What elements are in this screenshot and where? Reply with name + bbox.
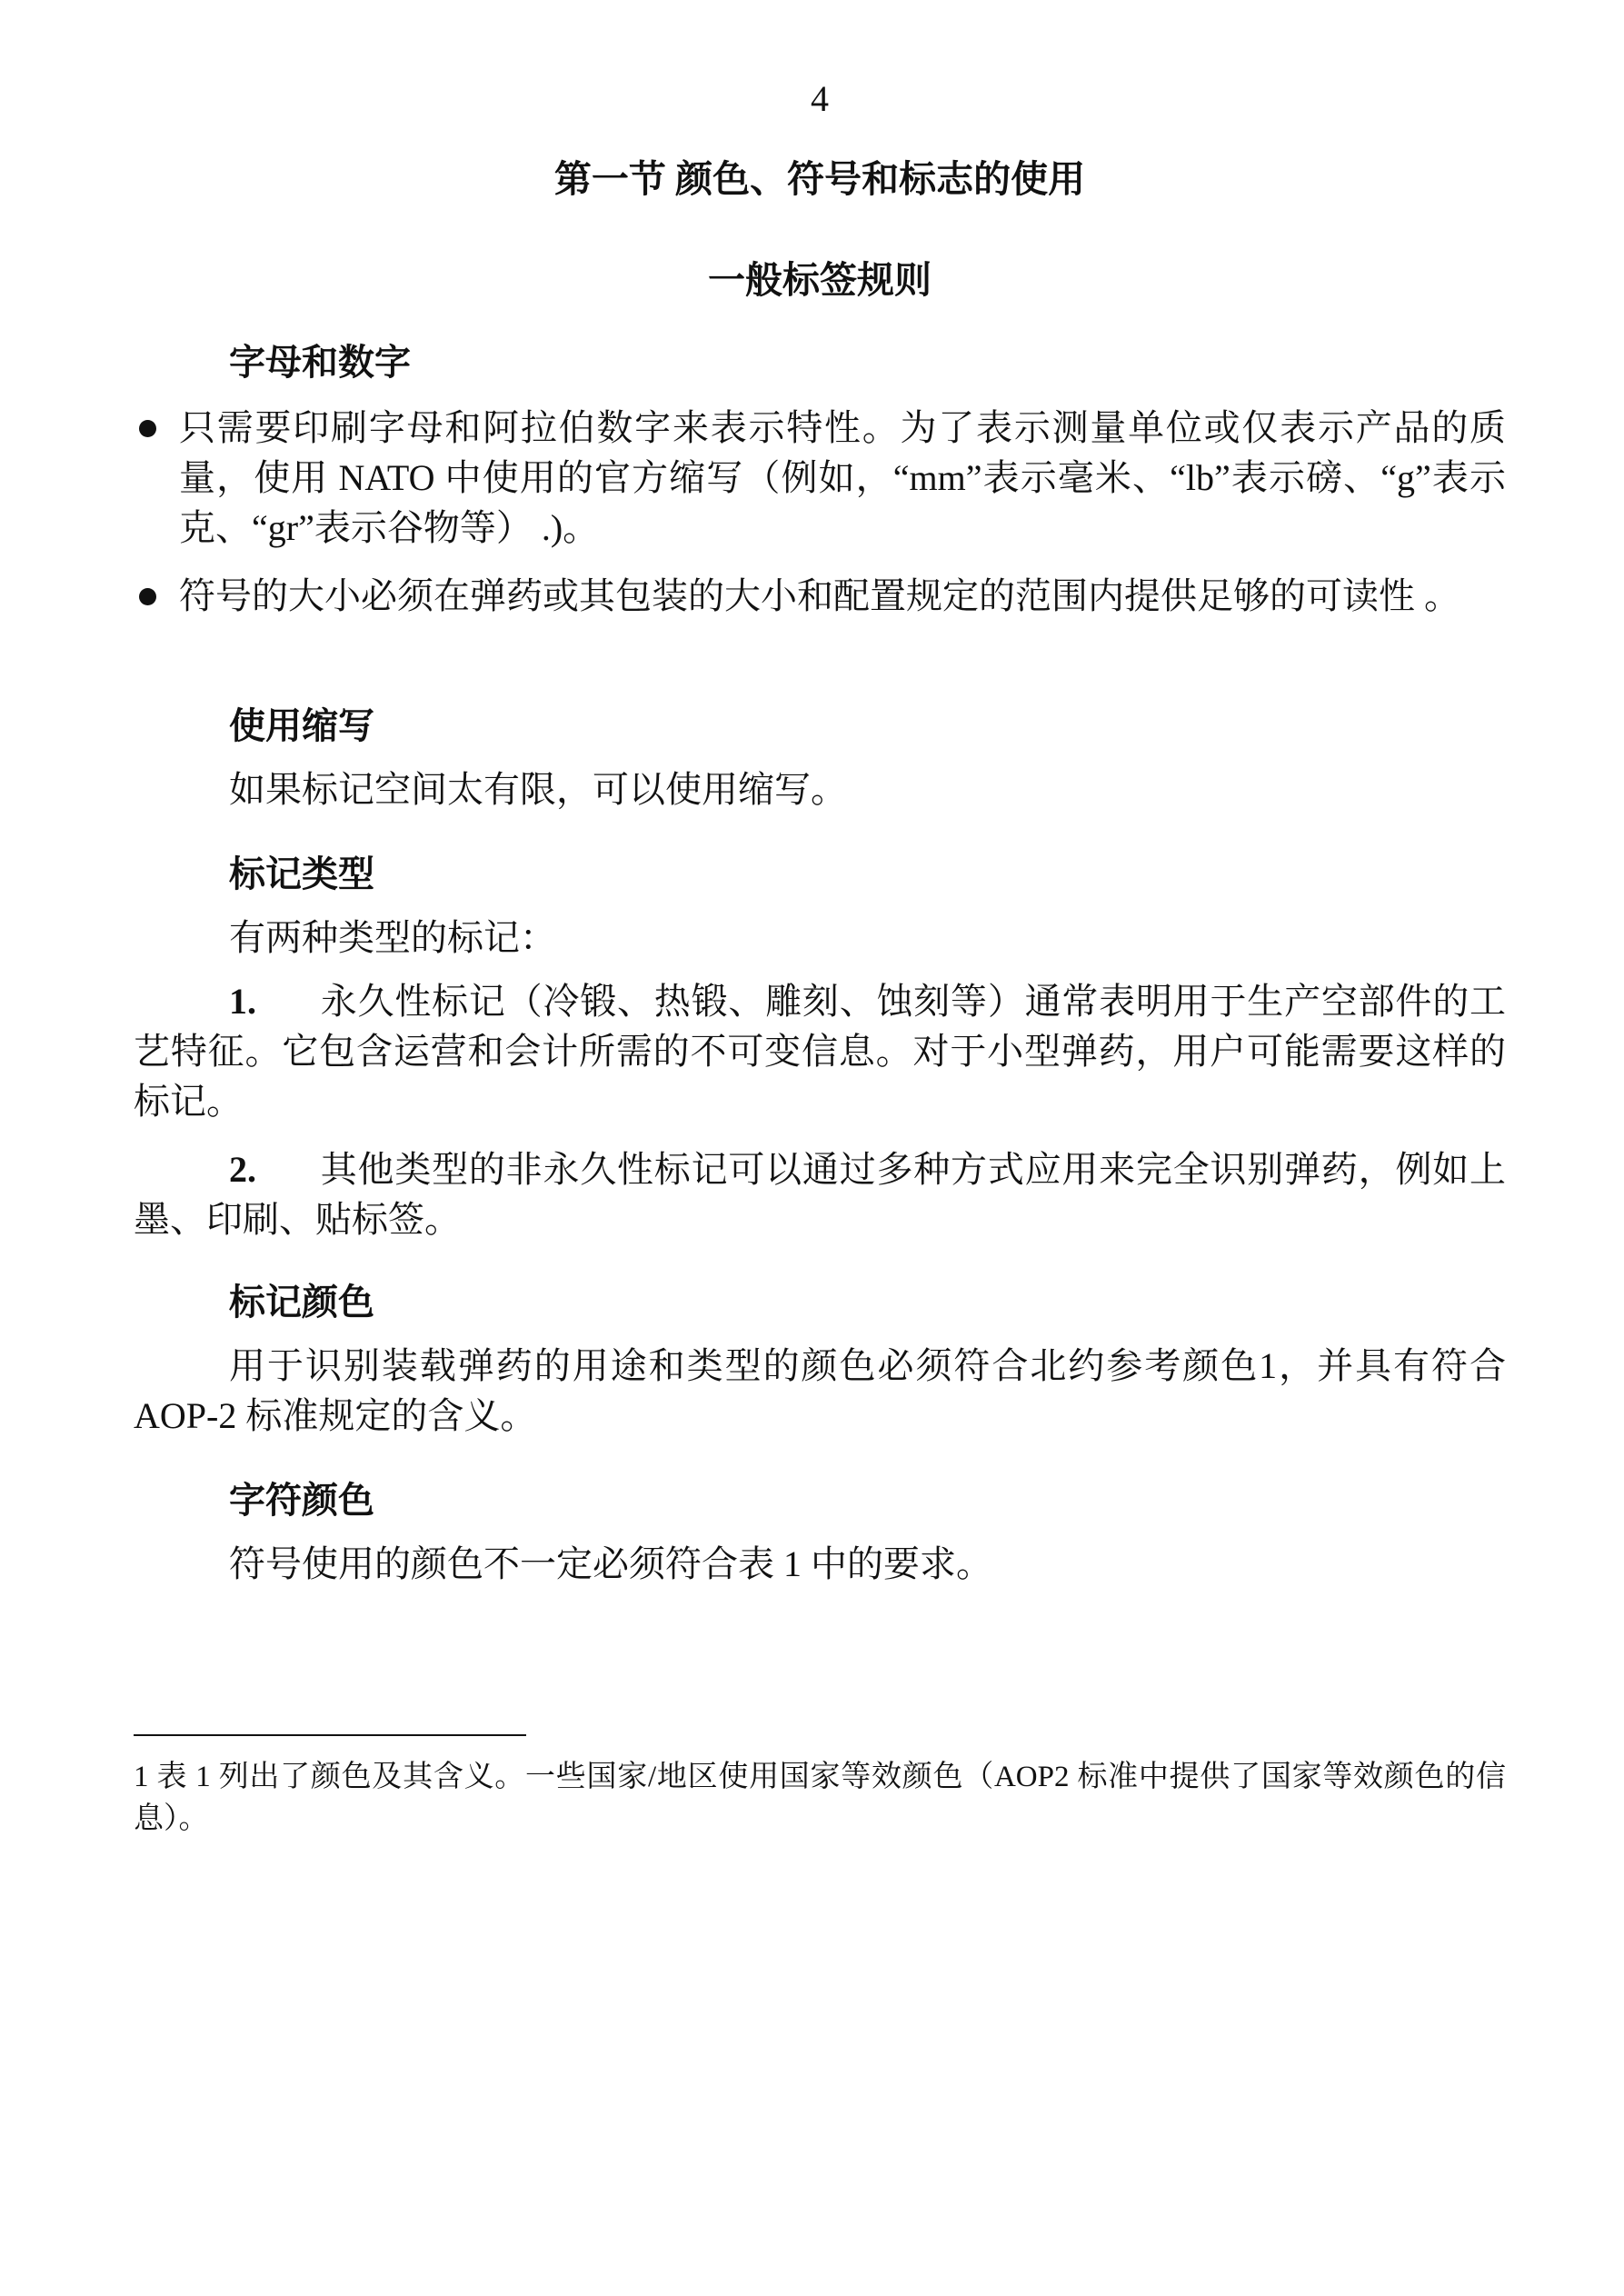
subheading-letters-numbers: 字母和数字 <box>229 342 411 383</box>
bullet-icon <box>139 588 156 605</box>
section-marking-types <box>134 850 1506 1244</box>
paragraph-symbol-color: 符号使用的颜色不一定必须符合表 1 中的要求。 <box>229 1543 992 1584</box>
item-number: 2. <box>229 1149 256 1190</box>
section-letters-numbers <box>134 338 1506 621</box>
subheading-abbreviations: 使用缩写 <box>229 705 374 746</box>
section-marking-color <box>134 1278 1506 1441</box>
subheading-symbol-color: 字符颜色 <box>229 1480 374 1521</box>
bullet-icon <box>139 420 156 437</box>
paragraph-abbreviations: 如果标记空间太有限，可以使用缩写。 <box>229 769 847 810</box>
paragraph-marking-color: 用于识别装载弹药的用途和类型的颜色必须符合北约参考颜色1，并具有符合 AOP-2 标准规定的含义。 <box>134 1345 1506 1436</box>
item-text: 其他类型的非永久性标记可以通过多种方式应用来完全识别弹药，例如上墨、印刷、贴标签。 <box>134 1149 1506 1240</box>
bullet-item <box>134 571 1506 621</box>
footnote: 1 表 1 列出了颜色及其含义。一些国家/地区使用国家等效颜色（AOP2 标准中提供了国家等效颜色的信息）。 <box>134 1761 1506 1835</box>
numbered-item <box>134 1144 1506 1244</box>
section-title: 第一节 颜色、符号和标志的使用 <box>553 158 1086 200</box>
bullet-list <box>134 403 1506 621</box>
main-heading: 一般标签规则 <box>708 259 932 301</box>
subheading-marking-color: 标记颜色 <box>229 1282 374 1323</box>
subheading-marking-types: 标记类型 <box>229 854 374 894</box>
page-number: 4 <box>811 78 829 119</box>
section-symbol-color <box>134 1476 1506 1589</box>
item-text: 永久性标记（冷锻、热锻、雕刻、蚀刻等）通常表明用于生产空部件的工艺特征。它包含运营和会计所需的不可变信息。对于小型弹药，用户可能需要这样的标记。 <box>134 981 1506 1122</box>
numbered-item <box>134 976 1506 1126</box>
section-abbreviations <box>134 702 1506 814</box>
item-number: 1. <box>229 981 256 1022</box>
bullet-text: 只需要印刷字母和阿拉伯数字来表示特性。为了表示测量单位或仅表示产品的质量，使用 NATO 中使用的官方缩写（例如，“mm”表示毫米、“lb”表示磅、“g”表示克、“gr”表示谷物等） .)。 <box>179 407 1506 548</box>
footnote-divider <box>134 1734 526 1736</box>
bullet-text: 符号的大小必须在弹药或其包装的大小和配置规定的范围内提供足够的可读性 。 <box>179 575 1460 616</box>
paragraph-marking-types-intro: 有两种类型的标记： <box>229 917 556 958</box>
bullet-item <box>134 403 1506 553</box>
document-page <box>134 0 1506 2296</box>
